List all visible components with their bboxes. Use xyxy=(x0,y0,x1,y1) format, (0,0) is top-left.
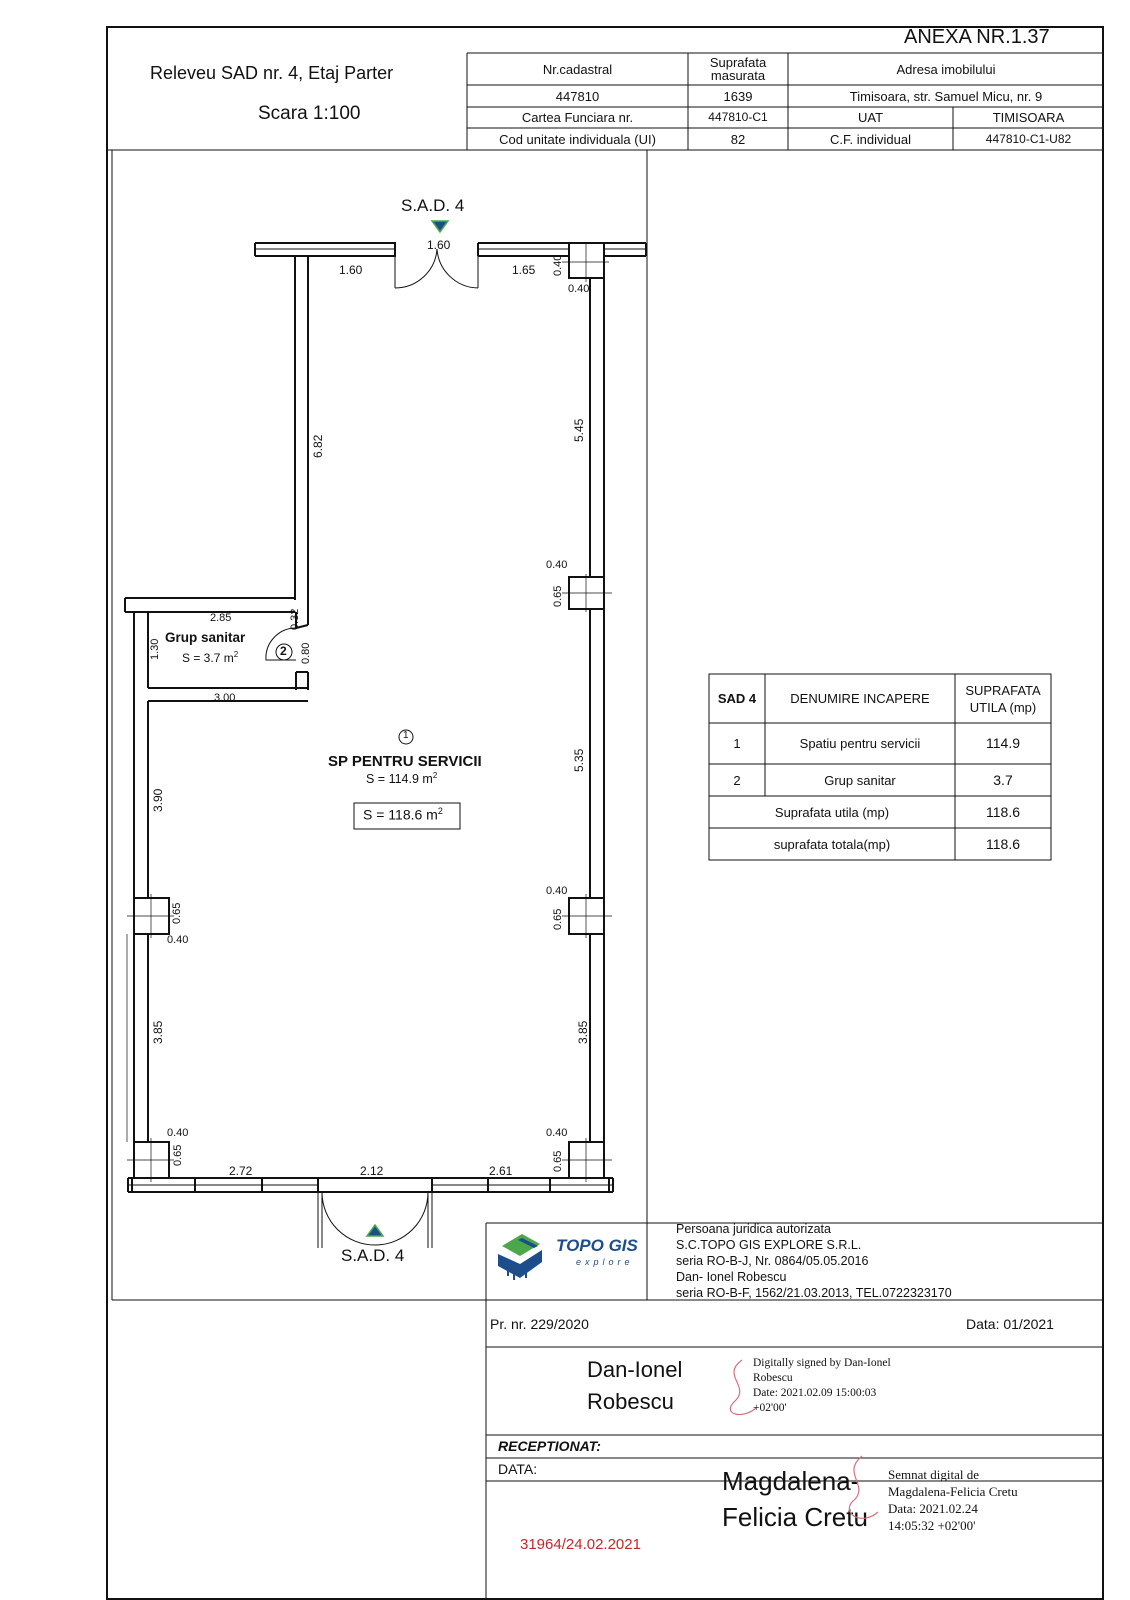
company-line5: seria RO-B-F, 1562/21.03.2013, TEL.0722323170 xyxy=(676,1286,952,1300)
signer1-note-line3: Date: 2021.02.09 15:00:03 xyxy=(753,1387,877,1399)
dim-left-mid: 3.90 xyxy=(151,788,165,812)
dim-wc-top: 2.85 xyxy=(210,612,232,624)
company-line4: Dan- Ionel Robescu xyxy=(676,1270,787,1284)
cadastral-header-cf: C.F. individual xyxy=(830,131,911,147)
signer2-note-line3: Data: 2021.02.24 xyxy=(888,1501,978,1516)
cadastral-adresa-value: Timisoara, str. Samuel Micu, nr. 9 xyxy=(849,88,1043,104)
dim-bottom-door: 2.12 xyxy=(360,1164,384,1178)
rooms-util-label: Suprafata utila (mp) xyxy=(774,804,890,820)
rooms-row1-nr: 1 xyxy=(733,736,741,751)
drawing-title: Releveu SAD nr. 4, Etaj Parter xyxy=(150,63,394,83)
signer1-note-line1: Digitally signed by Dan-Ionel xyxy=(753,1357,891,1369)
rooms-header-denumire: DENUMIRE INCAPERE xyxy=(790,691,930,706)
cadastral-header-carte: Cartea Funciara nr. xyxy=(521,110,634,125)
registration-stamp: 31964/24.02.2021 xyxy=(520,1536,641,1553)
logo-text: TOPO GIS xyxy=(556,1236,638,1255)
total-area-label: S = 118.6 $m^2$ xyxy=(363,806,443,823)
rooms-row1-area: 114.9 xyxy=(986,735,1020,751)
dim-right-mid2-a: 0.40 xyxy=(546,885,568,897)
entrance-top-label: S.A.D. 4 xyxy=(401,196,465,215)
company-line1: Persoana juridica autorizata xyxy=(676,1222,831,1236)
cadastral-header-uat: UAT xyxy=(857,110,884,125)
rooms-row2-nr: 2 xyxy=(733,772,741,788)
dim-bottom-right-pillar-b: 0.65 xyxy=(552,1150,564,1172)
entrance-bottom-label: S.A.D. 4 xyxy=(341,1246,405,1265)
room2-area: S = 3.7 $m^2$ xyxy=(182,650,239,665)
dim-bottom-left-pillar-b: 0.65 xyxy=(172,1144,184,1166)
signer1-note-line4: +02'00' xyxy=(753,1402,787,1414)
cadastral-header-nr: Nr.cadastral xyxy=(542,61,613,77)
room2-name: Grup sanitar xyxy=(165,630,246,645)
dim-right-mid1-a: 0.40 xyxy=(546,559,568,571)
dim-top-left: 1.60 xyxy=(339,263,363,277)
signer2-name-line1: Magdalena- xyxy=(722,1466,860,1496)
logo-subtext: explore xyxy=(576,1257,634,1267)
rooms-total-value: 118.6 xyxy=(986,835,1020,852)
cadastral-header-cod: Cod unitate individuala (UI) xyxy=(499,131,656,147)
room2-number: 2 xyxy=(280,644,287,658)
cadastral-cf-value: 447810-C1-U82 xyxy=(985,131,1072,146)
rooms-row2-name: Grup sanitar xyxy=(824,772,896,788)
project-date: Data: 01/2021 xyxy=(966,1316,1054,1332)
room1-number: 1 xyxy=(403,730,409,741)
dim-wc-side: 1.30 xyxy=(149,638,161,660)
company-line2: S.C.TOPO GIS EXPLORE S.R.L. xyxy=(676,1238,862,1252)
signer2-signature-mark xyxy=(834,1452,888,1532)
signer2-note-line2: Magdalena-Felicia Cretu xyxy=(888,1484,1018,1499)
room1-name: SP PENTRU SERVICII xyxy=(328,753,482,770)
cadastral-suprafata-value: 1639 xyxy=(723,88,753,104)
signer2-note-line1: Semnat digital de xyxy=(888,1467,979,1482)
room1-area: S = 114.9 $m^2$ xyxy=(366,771,438,787)
dim-right-upper: 5.45 xyxy=(572,418,586,442)
dim-bottom-left-pillar-a: 0.40 xyxy=(167,1127,189,1139)
rooms-row1-name: Spatiu pentru servicii xyxy=(799,736,921,751)
dim-right-lower: 3.85 xyxy=(576,1020,590,1044)
dim-left-mid-b: 0.40 xyxy=(167,934,189,946)
project-number: Pr. nr. 229/2020 xyxy=(490,1316,589,1332)
signer2-name-line2: Felicia Cretu xyxy=(722,1502,868,1532)
signer1-note-line2: Robescu xyxy=(753,1372,793,1384)
receptionat-label: RECEPTIONAT: xyxy=(498,1438,601,1454)
cadastral-header-adresa: Adresa imobilului xyxy=(896,61,996,77)
rooms-row2-area: 3.7 xyxy=(993,771,1013,788)
dim-top-right: 1.65 xyxy=(512,263,536,277)
dim-top-door: 1.60 xyxy=(427,238,451,252)
rooms-header-suprafata: SUPRAFATA UTILA (mp) xyxy=(965,682,1041,715)
cadastral-header-suprafata: Suprafata masurata xyxy=(709,55,767,83)
cadastral-cod-value: 82 xyxy=(730,131,746,147)
dim-wc-door: 0.80 xyxy=(300,642,312,664)
company-line3: seria RO-B-J, Nr. 0864/05.05.2016 xyxy=(676,1254,869,1268)
cadastral-carte-value: 447810-C1 xyxy=(708,110,768,124)
dim-top-right-pillar-a: 0.40 xyxy=(552,254,564,276)
cadastral-uat-value: TIMISOARA xyxy=(992,110,1065,125)
signer1-name-line1: Dan-Ionel xyxy=(587,1357,683,1382)
dim-bottom-right: 2.61 xyxy=(489,1164,513,1178)
annex-number: ANEXA NR.1.37 xyxy=(904,26,1050,48)
dim-right-mid2-b: 0.65 xyxy=(552,908,564,930)
signer2-note-line4: 14:05:32 +02'00' xyxy=(888,1518,976,1533)
dim-right-mid1-b: 0.65 xyxy=(552,585,564,607)
dim-bottom-right-pillar-a: 0.40 xyxy=(546,1127,568,1139)
dim-left-lower: 3.85 xyxy=(151,1020,165,1044)
dim-left-upper: 6.82 xyxy=(311,434,325,458)
data-label: DATA: xyxy=(498,1461,538,1477)
dim-wc-bottom: 3.00 xyxy=(214,692,236,704)
dim-wc-corner: 0.32 xyxy=(289,608,301,630)
drawing-scale: Scara 1:100 xyxy=(258,103,361,124)
rooms-util-value: 118.6 xyxy=(986,803,1020,820)
rooms-total-label: suprafata totala(mp) xyxy=(773,836,891,852)
dim-bottom-left: 2.72 xyxy=(229,1164,253,1178)
signer1-name-line2: Robescu xyxy=(587,1389,674,1414)
rooms-header-sad: SAD 4 xyxy=(717,691,757,706)
dim-right-mid: 5.35 xyxy=(572,748,586,772)
cadastral-nr-value: 447810 xyxy=(555,88,600,104)
dim-top-right-pillar-b: 0.40 xyxy=(568,283,590,295)
dim-left-mid-a: 0.65 xyxy=(171,902,183,924)
